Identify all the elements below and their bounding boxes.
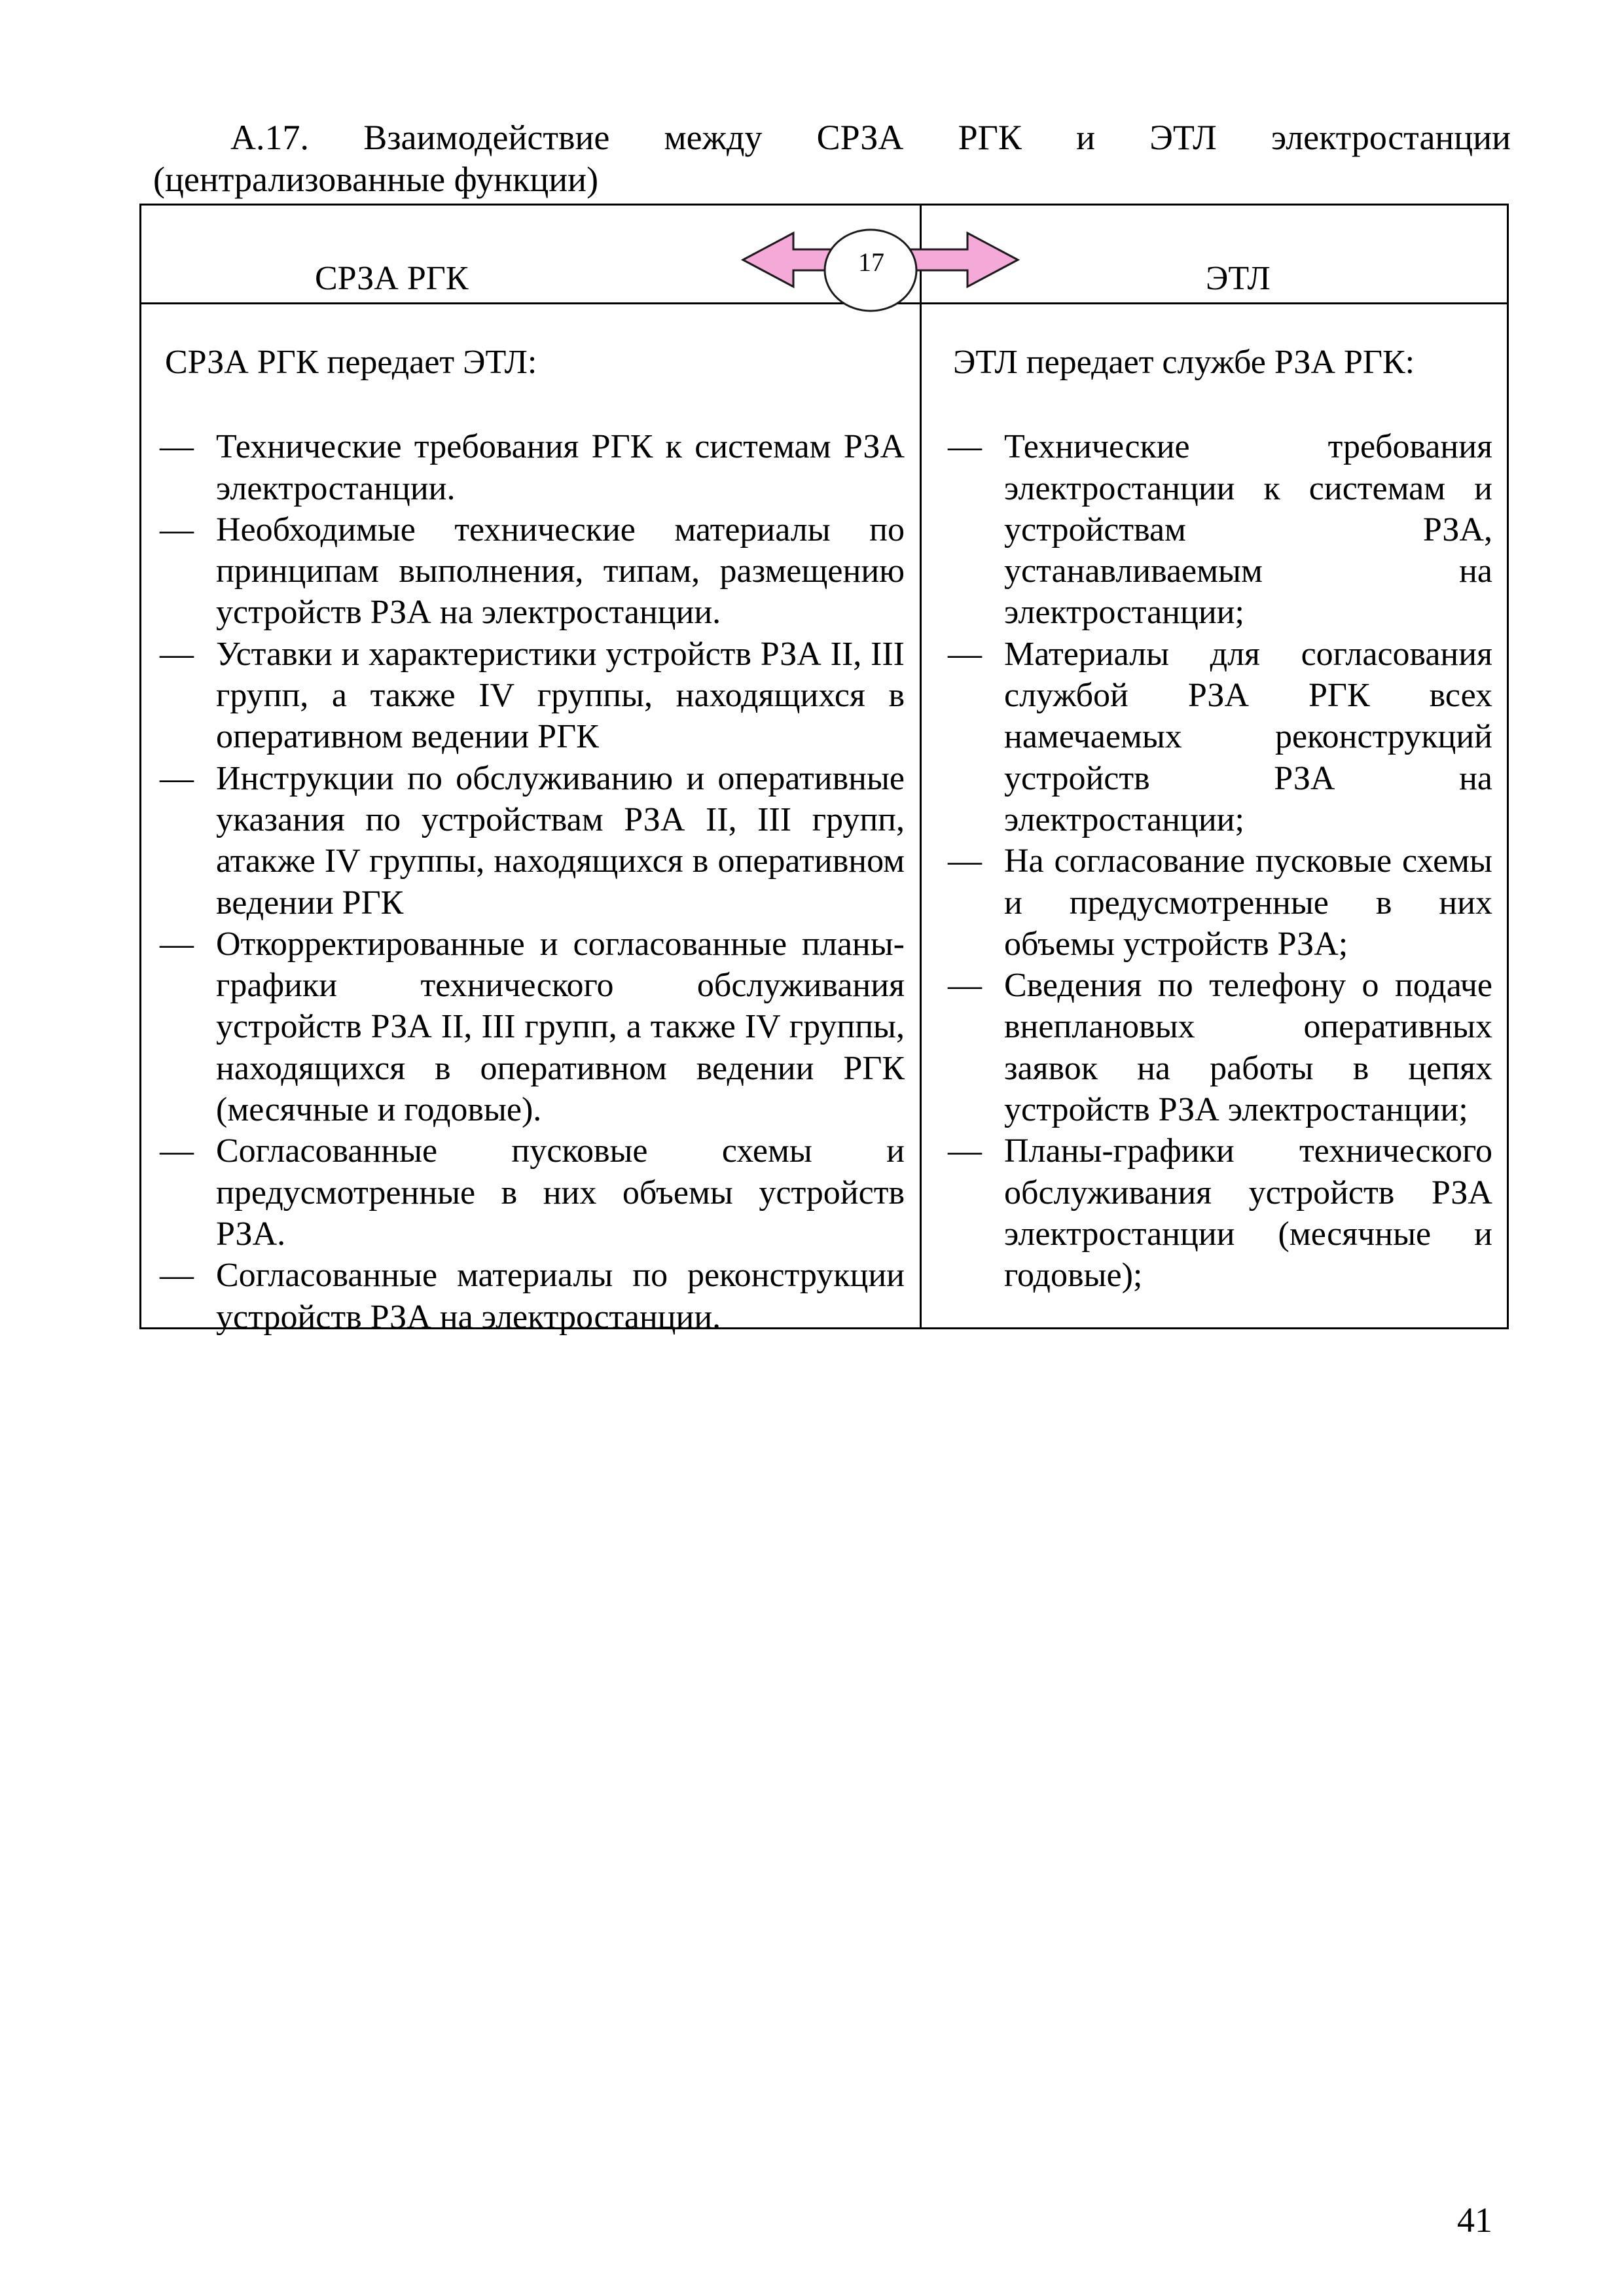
dash-marker: — [160, 759, 194, 797]
list-item-text: Необходимые технические материалы по принципам выполнения, типам, размещению устройств РЗА на электростанции. [216, 511, 905, 632]
list-item-text: Материалы для согласования службой РЗА РГК всех намечаемых реконструкций устройств РЗА на электростанции; [1004, 635, 1492, 838]
list-item [160, 1255, 905, 1338]
list-item [160, 509, 905, 634]
heading-line-2: (централизованные функции) [153, 160, 599, 199]
dash-marker: — [160, 925, 194, 963]
dash-marker: — [160, 428, 194, 466]
dash-marker: — [160, 1257, 194, 1295]
dash-marker: — [160, 511, 194, 548]
left-column-body [160, 342, 905, 1338]
list-item [160, 1130, 905, 1255]
list-item [160, 924, 905, 1130]
list-item-text: Инструкции по обслуживанию и оперативные указания по устройствам РЗА II, III групп, атакже IV группы, находящихся в оперативном ведении РГК [216, 759, 905, 922]
dash-marker: — [160, 1132, 194, 1170]
list-item-text: На согласование пусковые схемы и предусмотренные в них объемы устройств РЗА; [1004, 842, 1492, 963]
list-item-text: Откорректированные и согласованные планы-графики технического обслуживания устройств РЗА II, III групп, а также IV группы, находящихся в оперативном ведении РГК (месячные и годовые). [216, 925, 905, 1129]
list-item [948, 965, 1492, 1130]
list-item-text: Уставки и характеристики устройств РЗА II, III групп, а также IV группы, находящихся в оперативном ведении РГК [216, 635, 905, 756]
list-item [948, 1130, 1492, 1296]
list-item [160, 634, 905, 758]
list-item-text: Технические требования электростанции к системам и устройствам РЗА, устанавливаемым на электростанции; [1004, 428, 1492, 632]
column-divider [920, 206, 922, 1327]
right-column-header: ЭТЛ [1206, 260, 1271, 297]
list-item [948, 840, 1492, 965]
dash-marker: — [948, 1132, 982, 1170]
left-item-list [160, 426, 905, 1338]
list-item-text: Сведения по телефону о подаче внеплановых оперативных заявок на работы в цепях устройств РЗА электростанции; [1004, 967, 1492, 1129]
list-item-text: Согласованные материалы по реконструкции устройств РЗА на электростанции. [216, 1257, 905, 1336]
heading-line-1: А.17. Взаимодействие между СРЗА РГК и ЭТЛ электростанции [230, 118, 1511, 157]
dash-marker: — [948, 635, 982, 673]
section-heading [153, 117, 1511, 200]
right-column-body [948, 342, 1492, 1297]
badge-number: 17 [858, 247, 884, 277]
left-column-header: СРЗА РГК [315, 260, 469, 297]
dash-marker: — [948, 428, 982, 466]
list-item-text: Планы-графики технического обслуживания устройств РЗА электростанции (месячные и годовые); [1004, 1132, 1492, 1295]
page-number: 41 [1457, 2200, 1492, 2240]
list-item [160, 758, 905, 924]
list-item-text: Согласованные пусковые схемы и предусмотренные в них объемы устройств РЗА. [216, 1132, 905, 1253]
left-column-intro: СРЗА РГК передает ЭТЛ: [165, 344, 537, 381]
list-item [948, 634, 1492, 840]
right-column-intro: ЭТЛ передает службе РЗА РГК: [953, 344, 1415, 381]
dash-marker: — [948, 842, 982, 880]
list-item [160, 426, 905, 509]
list-item-text: Технические требования РГК к системам РЗА электростанции. [216, 428, 905, 507]
right-item-list [948, 426, 1492, 1296]
list-item [948, 426, 1492, 633]
dash-marker: — [160, 635, 194, 673]
dash-marker: — [948, 967, 982, 1005]
